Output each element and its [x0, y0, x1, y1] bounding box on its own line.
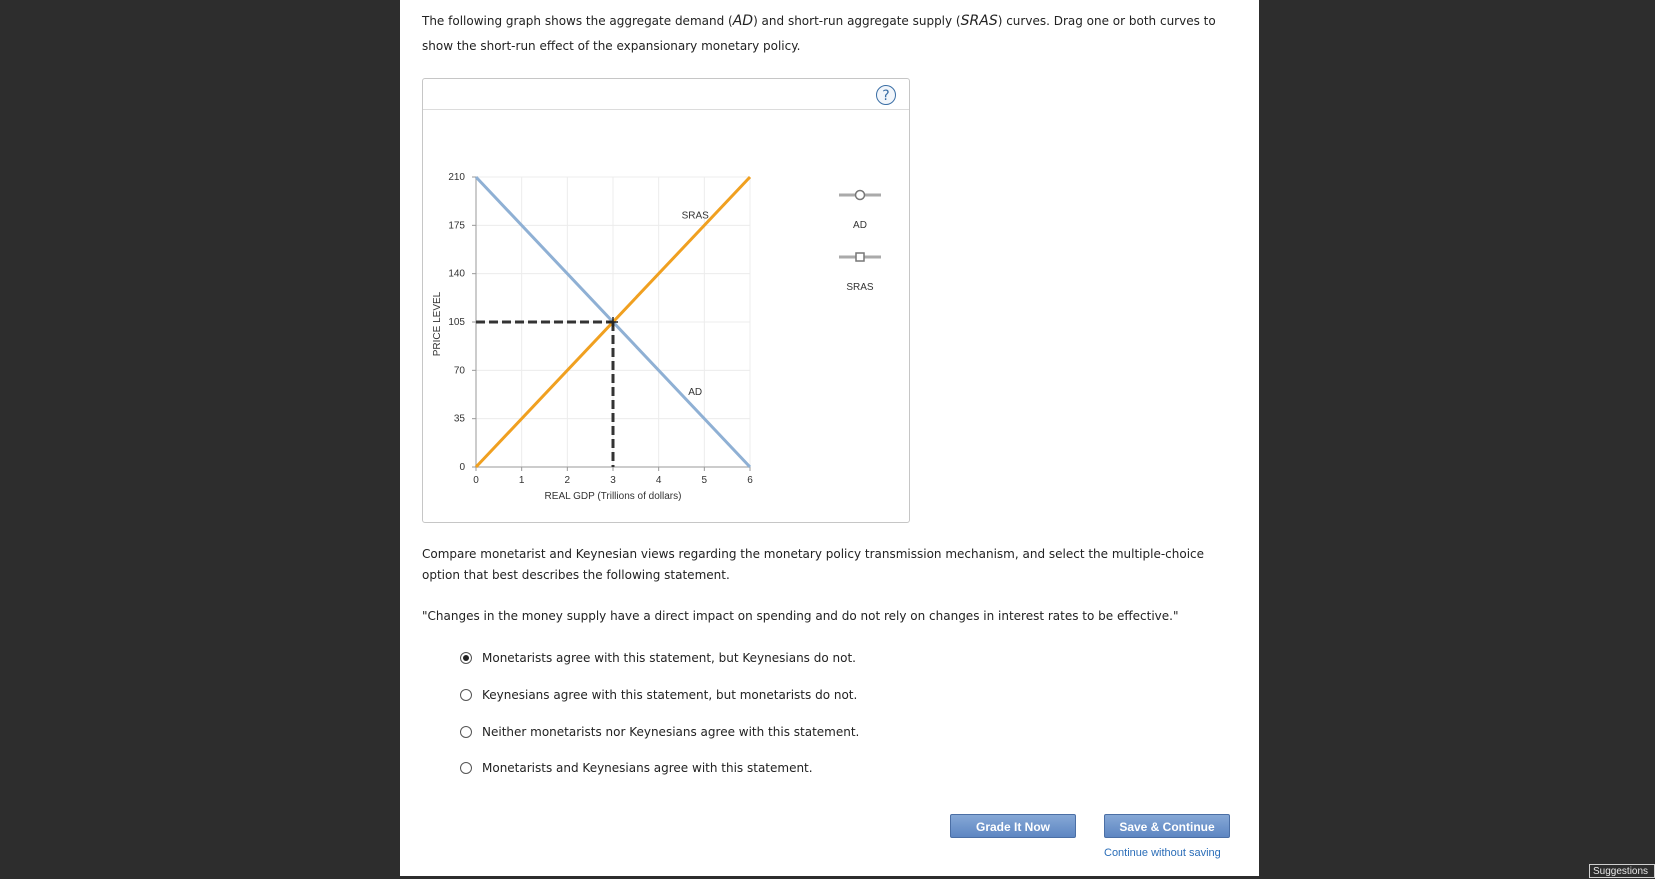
y-tick-label-70: 70 [453, 365, 465, 377]
y-tick-label-35: 35 [453, 413, 465, 425]
question-statement: "Changes in the money supply have a direct impact on spending and do not rely on changes in interest rates to be effective." [422, 609, 1179, 623]
sras-abbrev: SRAS [960, 13, 998, 29]
radio-option-3[interactable] [460, 726, 472, 738]
radio-option-2[interactable] [460, 689, 472, 701]
suggestions-tab[interactable]: Suggestions [1589, 864, 1655, 878]
radio-option-1[interactable] [460, 652, 472, 664]
option-2[interactable] [460, 688, 857, 702]
y-tick-label-140: 140 [448, 268, 465, 280]
y-tick-label-105: 105 [448, 317, 465, 328]
option-3-label: Neither monetarists nor Keynesians agree with this statement. [482, 725, 860, 739]
y-axis-title: PRICE LEVEL [432, 291, 443, 357]
ad-sras-graph [423, 79, 909, 522]
question-prompt: Compare monetarist and Keynesian views regarding the monetary policy transmission mechanism, and select the multiple-choice option that best describes the following statement. [422, 547, 1205, 582]
x-axis-title: REAL GDP (Trillions of dollars) [544, 491, 682, 502]
intro-part-2: ) and short-run aggregate supply ( [753, 14, 961, 28]
intro-text [422, 9, 1242, 59]
sras-palette-tool[interactable] [839, 253, 881, 293]
square-handle-icon[interactable] [856, 253, 864, 261]
radio-option-4[interactable] [460, 762, 472, 774]
sras-palette-label: SRAS [846, 282, 874, 293]
intro-part-1: The following graph shows the aggregate demand ( [422, 14, 733, 28]
chart-labels [432, 210, 709, 502]
option-4[interactable] [460, 761, 813, 775]
option-1[interactable] [460, 651, 856, 665]
option-1-label: Monetarists agree with this statement, but Keynesians do not. [482, 651, 856, 665]
intro-part-3: ) curves. Drag one or both curves to show the short-run effect of the expansionary monetary policy. [422, 14, 1216, 53]
x-tick-label-4: 4 [655, 475, 662, 486]
y-tick-label-210: 210 [448, 172, 465, 183]
sras-curve-label: SRAS [681, 210, 709, 222]
y-tick-label-175: 175 [448, 220, 465, 232]
grade-it-now-button[interactable]: Grade It Now [950, 814, 1076, 838]
ad-curve-label: AD [688, 387, 703, 399]
ad-palette-label: AD [853, 220, 867, 231]
option-3[interactable] [460, 725, 859, 739]
option-2-label: Keynesians agree with this statement, but monetarists do not. [482, 688, 858, 702]
save-continue-button[interactable]: Save & Continue [1104, 814, 1230, 838]
circle-handle-icon[interactable] [856, 191, 865, 200]
x-tick-label-1: 1 [518, 475, 525, 486]
graph-tool-panel [422, 78, 910, 523]
ad-abbrev: AD [732, 13, 754, 29]
x-tick-label-2: 2 [564, 475, 571, 486]
x-tick-label-3: 3 [610, 475, 616, 486]
help-button[interactable]: ? [876, 85, 896, 105]
x-tick-label-6: 6 [747, 475, 753, 486]
x-tick-label-5: 5 [701, 475, 708, 486]
y-tick-label-0: 0 [459, 462, 465, 473]
ad-palette-tool[interactable] [839, 191, 881, 232]
option-4-label: Monetarists and Keynesians agree with this statement. [482, 761, 813, 775]
assignment-page [400, 0, 1259, 876]
continue-without-saving-link[interactable]: Continue without saving [1104, 847, 1221, 859]
x-tick-label-0: 0 [473, 475, 479, 486]
